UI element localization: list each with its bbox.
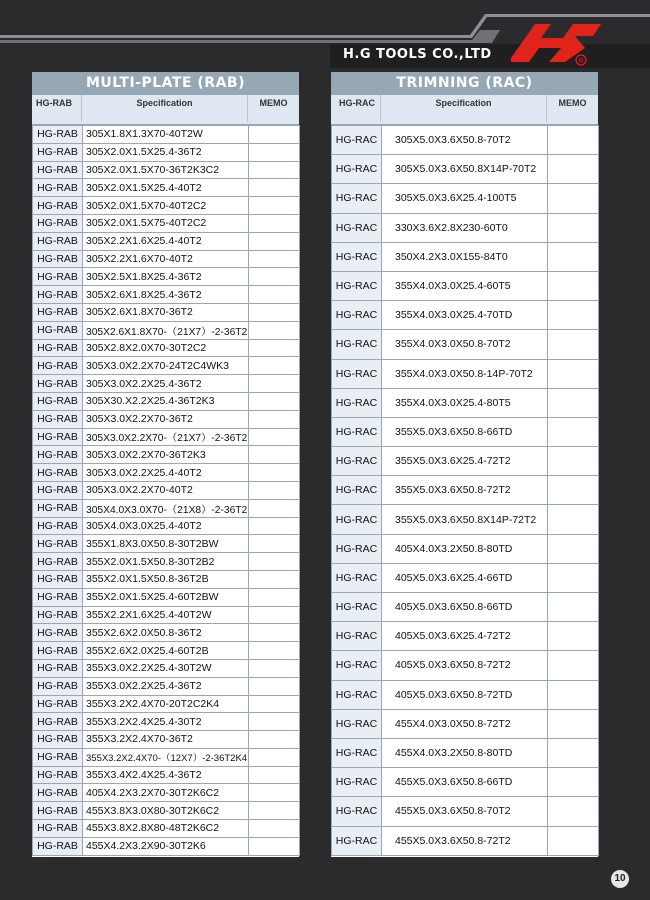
table-row: [332, 622, 599, 651]
product-memo: [249, 481, 300, 499]
product-code: HG-RAB: [33, 642, 83, 660]
table-row: [33, 250, 300, 268]
table-row: [332, 388, 599, 417]
table-row: [33, 161, 300, 179]
product-code: HG-RAC: [332, 534, 382, 563]
table-row: [33, 713, 300, 731]
product-memo: [548, 738, 599, 767]
product-code: HG-RAB: [33, 659, 83, 677]
product-code: HG-RAB: [33, 286, 83, 304]
product-memo: [548, 126, 599, 155]
product-code: HG-RAB: [33, 837, 83, 855]
table-row: [332, 768, 599, 797]
column-header-memo: MEMO: [259, 98, 288, 108]
product-memo: [249, 677, 300, 695]
table-row: [33, 214, 300, 232]
product-specification: 355X4.0X3.0X25.4-70TD: [382, 301, 548, 330]
product-code: HG-RAC: [332, 563, 382, 592]
product-memo: [249, 837, 300, 855]
product-specification: 455X5.0X3.6X50.8-70T2: [382, 797, 548, 826]
product-specification: 355X5.0X3.6X50.8-66TD: [382, 417, 548, 446]
product-code: HG-RAB: [33, 695, 83, 713]
product-specification: 305X2.2X1.6X25.4-40T2: [83, 232, 249, 250]
product-specification: 330X3.6X2.8X230-60T0: [382, 213, 548, 242]
column-header-memo: MEMO: [558, 98, 587, 108]
table-row: [33, 748, 300, 766]
product-specification: 405X4.2X3.2X70-30T2K6C2: [83, 784, 249, 802]
product-code: HG-RAC: [332, 505, 382, 534]
table-row: [33, 642, 300, 660]
product-specification: 355X1.8X3.0X50.8-30T2BW: [83, 535, 249, 553]
product-code: HG-RAB: [33, 428, 83, 446]
table-row: [332, 359, 599, 388]
product-specification: 305X2.0X1.5X75-40T2C2: [83, 214, 249, 232]
product-memo: [548, 271, 599, 300]
product-specification: 355X2.0X1.5X25.4-60T2BW: [83, 588, 249, 606]
table-row: [332, 301, 599, 330]
product-code: HG-RAB: [33, 624, 83, 642]
product-memo: [548, 447, 599, 476]
table-row: [33, 820, 300, 838]
company-name: H.G TOOLS CO.,LTD: [343, 47, 492, 62]
table-row: [332, 184, 599, 213]
table-row: [33, 197, 300, 215]
product-specification: 305X30.X2.2X25.4-36T2K3: [83, 392, 249, 410]
product-memo: [249, 535, 300, 553]
product-memo: [249, 588, 300, 606]
product-specification: 355X5.0X3.6X50.8-72T2: [382, 476, 548, 505]
product-code: HG-RAB: [33, 126, 83, 144]
product-memo: [249, 659, 300, 677]
multi-plate-column-headers: [32, 95, 299, 122]
svg-text:R: R: [578, 58, 584, 65]
product-code: HG-RAB: [33, 677, 83, 695]
product-specification: 305X3.0X2.2X70-24T2C4WK3: [83, 357, 249, 375]
product-specification: 405X4.0X3.2X50.8-80TD: [382, 534, 548, 563]
product-specification: 455X5.0X3.6X50.8-72T2: [382, 826, 548, 855]
product-code: HG-RAB: [33, 713, 83, 731]
multi-plate-table: [32, 125, 300, 856]
product-memo: [548, 388, 599, 417]
product-code: HG-RAB: [33, 481, 83, 499]
product-code: HG-RAC: [332, 651, 382, 680]
product-specification: 355X2.0X1.5X50.8-30T2B2: [83, 553, 249, 571]
product-specification: 355X2.6X2.0X25.4-60T2B: [83, 642, 249, 660]
product-memo: [249, 268, 300, 286]
product-memo: [548, 563, 599, 592]
product-code: HG-RAB: [33, 766, 83, 784]
product-specification: 405X5.0X3.6X25.4-66TD: [382, 563, 548, 592]
product-code: HG-RAC: [332, 447, 382, 476]
table-row: [33, 802, 300, 820]
product-code: HG-RAC: [332, 330, 382, 359]
product-memo: [548, 651, 599, 680]
table-row: [332, 476, 599, 505]
product-memo: [548, 593, 599, 622]
table-row: [332, 213, 599, 242]
product-code: HG-RAC: [332, 271, 382, 300]
column-header-code: HG-RAB: [32, 95, 82, 122]
table-row: [332, 738, 599, 767]
product-code: HG-RAB: [33, 392, 83, 410]
trimning-table: [331, 125, 599, 856]
product-specification: 350X4.2X3.0X155-84T0: [382, 242, 548, 271]
product-code: HG-RAB: [33, 232, 83, 250]
product-code: HG-RAB: [33, 375, 83, 393]
product-code: HG-RAB: [33, 321, 83, 339]
product-memo: [249, 179, 300, 197]
product-memo: [548, 330, 599, 359]
table-row: [33, 286, 300, 304]
product-memo: [249, 392, 300, 410]
table-row: [332, 534, 599, 563]
product-memo: [548, 155, 599, 184]
product-specification: 305X3.0X2.2X70-40T2: [83, 481, 249, 499]
product-code: HG-RAB: [33, 588, 83, 606]
table-row: [33, 375, 300, 393]
table-row: [33, 232, 300, 250]
column-header-code: HG-RAC: [331, 95, 381, 122]
product-specification: 355X3.2X2.4X70-36T2: [83, 731, 249, 749]
product-memo: [249, 428, 300, 446]
product-specification: 305X2.5X1.8X25.4-36T2: [83, 268, 249, 286]
product-specification: 355X5.0X3.6X50.8X14P-72T2: [382, 505, 548, 534]
table-row: [33, 517, 300, 535]
product-code: HG-RAC: [332, 622, 382, 651]
product-memo: [249, 695, 300, 713]
product-memo: [249, 713, 300, 731]
product-memo: [249, 517, 300, 535]
product-memo: [249, 606, 300, 624]
product-code: HG-RAC: [332, 476, 382, 505]
product-code: HG-RAB: [33, 802, 83, 820]
table-row: [33, 410, 300, 428]
product-memo: [249, 570, 300, 588]
product-memo: [548, 476, 599, 505]
product-specification: 355X3.4X2.4X25.4-36T2: [83, 766, 249, 784]
table-row: [332, 155, 599, 184]
product-specification: 405X5.0X3.6X50.8-72TD: [382, 680, 548, 709]
table-row: [33, 588, 300, 606]
product-specification: 355X3.0X2.2X25.4-36T2: [83, 677, 249, 695]
product-specification: 455X4.0X3.2X50.8-80TD: [382, 738, 548, 767]
product-code: HG-RAC: [332, 738, 382, 767]
product-code: HG-RAB: [33, 214, 83, 232]
trimning-panel: [331, 72, 598, 857]
product-memo: [249, 214, 300, 232]
product-specification: 405X5.0X3.6X50.8-66TD: [382, 593, 548, 622]
product-code: HG-RAB: [33, 535, 83, 553]
product-memo: [249, 624, 300, 642]
product-memo: [548, 417, 599, 446]
product-specification: 305X2.0X1.5X70-36T2K3C2: [83, 161, 249, 179]
product-memo: [548, 359, 599, 388]
product-specification: 455X4.0X3.0X50.8-72T2: [382, 709, 548, 738]
product-code: HG-RAB: [33, 410, 83, 428]
product-specification: 355X4.0X3.0X25.4-80T5: [382, 388, 548, 417]
table-row: [33, 606, 300, 624]
product-specification: 305X5.0X3.6X50.8X14P-70T2: [382, 155, 548, 184]
table-row: [33, 731, 300, 749]
product-memo: [548, 797, 599, 826]
multi-plate-panel: [32, 72, 299, 857]
table-row: [33, 481, 300, 499]
product-specification: 305X4.0X3.0X70-（21X8）-2-36T2: [83, 499, 249, 517]
column-header-specification: Specification: [82, 95, 248, 122]
product-memo: [249, 250, 300, 268]
product-specification: 355X2.2X1.6X25.4-40T2W: [83, 606, 249, 624]
product-memo: [249, 339, 300, 357]
product-memo: [249, 499, 300, 517]
table-row: [332, 826, 599, 855]
product-memo: [249, 802, 300, 820]
product-specification: 305X2.0X1.5X25.4-36T2: [83, 143, 249, 161]
table-row: [332, 271, 599, 300]
table-row: [33, 179, 300, 197]
table-row: [33, 784, 300, 802]
product-memo: [249, 748, 300, 766]
product-memo: [249, 464, 300, 482]
product-specification: 305X5.0X3.6X50.8-70T2: [382, 126, 548, 155]
product-code: HG-RAC: [332, 826, 382, 855]
product-memo: [249, 731, 300, 749]
product-code: HG-RAB: [33, 161, 83, 179]
table-row: [33, 143, 300, 161]
table-row: [332, 680, 599, 709]
table-row: [332, 651, 599, 680]
product-code: HG-RAB: [33, 357, 83, 375]
product-memo: [249, 232, 300, 250]
product-code: HG-RAB: [33, 250, 83, 268]
table-row: [33, 659, 300, 677]
trimning-title: TRIMNING (RAC): [331, 72, 598, 95]
product-code: HG-RAC: [332, 155, 382, 184]
table-row: [33, 766, 300, 784]
product-memo: [249, 161, 300, 179]
product-code: HG-RAB: [33, 517, 83, 535]
table-row: [33, 464, 300, 482]
hg-logo-icon: [505, 18, 605, 66]
product-specification: 305X2.6X1.8X25.4-36T2: [83, 286, 249, 304]
table-row: [332, 797, 599, 826]
product-specification: 305X3.0X2.2X25.4-36T2: [83, 375, 249, 393]
table-row: [332, 242, 599, 271]
multi-plate-title: MULTI-PLATE (RAB): [32, 72, 299, 95]
product-code: HG-RAC: [332, 359, 382, 388]
product-memo: [548, 505, 599, 534]
product-code: HG-RAB: [33, 553, 83, 571]
product-specification: 355X3.0X2.2X25.4-30T2W: [83, 659, 249, 677]
product-memo: [548, 680, 599, 709]
product-specification: 355X2.6X2.0X50.8-36T2: [83, 624, 249, 642]
product-specification: 455X3.8X2.8X80-48T2K6C2: [83, 820, 249, 838]
product-specification: 455X4.2X3.2X90-30T2K6: [83, 837, 249, 855]
product-code: HG-RAC: [332, 301, 382, 330]
table-row: [332, 330, 599, 359]
product-memo: [249, 321, 300, 339]
product-code: HG-RAB: [33, 731, 83, 749]
product-specification: 305X2.2X1.6X70-40T2: [83, 250, 249, 268]
table-row: [33, 624, 300, 642]
product-specification: 305X3.0X2.2X70-（21X7）-2-36T2: [83, 428, 249, 446]
product-memo: [249, 820, 300, 838]
table-row: [33, 570, 300, 588]
table-row: [33, 535, 300, 553]
column-header-specification: Specification: [381, 95, 547, 122]
product-specification: 405X5.0X3.6X25.4-72T2: [382, 622, 548, 651]
product-memo: [249, 446, 300, 464]
product-memo: [249, 303, 300, 321]
product-code: HG-RAC: [332, 680, 382, 709]
product-specification: 355X4.0X3.0X50.8-70T2: [382, 330, 548, 359]
product-memo: [548, 826, 599, 855]
product-code: HG-RAC: [332, 126, 382, 155]
product-specification: 355X3.2X2.4X70-20T2C2K4: [83, 695, 249, 713]
table-row: [33, 695, 300, 713]
product-memo: [548, 242, 599, 271]
product-memo: [249, 784, 300, 802]
product-specification: 305X3.0X2.2X25.4-40T2: [83, 464, 249, 482]
product-code: HG-RAB: [33, 820, 83, 838]
product-code: HG-RAC: [332, 768, 382, 797]
product-memo: [249, 410, 300, 428]
product-code: HG-RAB: [33, 570, 83, 588]
table-row: [33, 837, 300, 855]
product-memo: [548, 709, 599, 738]
product-specification: 405X5.0X3.6X50.8-72T2: [382, 651, 548, 680]
table-row: [332, 417, 599, 446]
product-code: HG-RAB: [33, 339, 83, 357]
product-memo: [249, 286, 300, 304]
table-row: [332, 447, 599, 476]
product-memo: [249, 642, 300, 660]
product-specification: 355X3.2X2.4X70-（12X7）-2-36T2K4: [83, 748, 249, 766]
table-row: [332, 593, 599, 622]
product-specification: 355X2.0X1.5X50.8-36T2B: [83, 570, 249, 588]
product-specification: 355X4.0X3.0X25.4-60T5: [382, 271, 548, 300]
product-memo: [249, 197, 300, 215]
table-row: [33, 126, 300, 144]
product-memo: [548, 768, 599, 797]
product-code: HG-RAB: [33, 179, 83, 197]
product-code: HG-RAB: [33, 143, 83, 161]
table-row: [33, 446, 300, 464]
product-specification: 305X2.6X1.8X70-（21X7）-2-36T2: [83, 321, 249, 339]
table-row: [332, 126, 599, 155]
product-specification: 305X2.8X2.0X70-30T2C2: [83, 339, 249, 357]
table-row: [33, 303, 300, 321]
product-code: HG-RAB: [33, 268, 83, 286]
product-code: HG-RAB: [33, 446, 83, 464]
table-row: [33, 428, 300, 446]
table-row: [33, 499, 300, 517]
product-code: HG-RAC: [332, 797, 382, 826]
product-specification: 455X5.0X3.6X50.8-66TD: [382, 768, 548, 797]
table-row: [33, 392, 300, 410]
product-memo: [249, 357, 300, 375]
product-code: HG-RAC: [332, 388, 382, 417]
product-memo: [249, 375, 300, 393]
product-memo: [249, 143, 300, 161]
product-code: HG-RAB: [33, 303, 83, 321]
table-row: [33, 321, 300, 339]
product-code: HG-RAC: [332, 709, 382, 738]
product-specification: 305X2.6X1.8X70-36T2: [83, 303, 249, 321]
product-code: HG-RAB: [33, 748, 83, 766]
product-code: HG-RAC: [332, 593, 382, 622]
trimning-column-headers: [331, 95, 598, 122]
product-memo: [548, 301, 599, 330]
product-code: HG-RAB: [33, 606, 83, 624]
product-specification: 355X3.2X2.4X25.4-30T2: [83, 713, 249, 731]
product-code: HG-RAC: [332, 417, 382, 446]
table-row: [33, 268, 300, 286]
product-code: HG-RAC: [332, 213, 382, 242]
product-memo: [548, 184, 599, 213]
product-memo: [249, 126, 300, 144]
product-specification: 305X2.0X1.5X25.4-40T2: [83, 179, 249, 197]
product-code: HG-RAB: [33, 784, 83, 802]
product-memo: [548, 534, 599, 563]
product-memo: [548, 622, 599, 651]
product-specification: 305X4.0X3.0X25.4-40T2: [83, 517, 249, 535]
product-specification: 355X4.0X3.0X50.8-14P-70T2: [382, 359, 548, 388]
table-row: [33, 677, 300, 695]
product-specification: 305X2.0X1.5X70-40T2C2: [83, 197, 249, 215]
product-memo: [249, 766, 300, 784]
table-row: [33, 357, 300, 375]
product-specification: 305X1.8X1.3X70-40T2W: [83, 126, 249, 144]
product-specification: 305X5.0X3.6X25.4-100T5: [382, 184, 548, 213]
product-code: HG-RAB: [33, 197, 83, 215]
product-code: HG-RAB: [33, 499, 83, 517]
product-memo: [548, 213, 599, 242]
product-code: HG-RAC: [332, 184, 382, 213]
page-number: 10: [611, 870, 629, 888]
table-row: [332, 709, 599, 738]
product-memo: [249, 553, 300, 571]
table-row: [332, 563, 599, 592]
product-specification: 305X3.0X2.2X70-36T2K3: [83, 446, 249, 464]
product-specification: 455X3.8X3.0X80-30T2K6C2: [83, 802, 249, 820]
table-row: [33, 553, 300, 571]
table-row: [332, 505, 599, 534]
table-row: [33, 339, 300, 357]
product-code: HG-RAC: [332, 242, 382, 271]
product-code: HG-RAB: [33, 464, 83, 482]
product-specification: 355X5.0X3.6X25.4-72T2: [382, 447, 548, 476]
product-specification: 305X3.0X2.2X70-36T2: [83, 410, 249, 428]
